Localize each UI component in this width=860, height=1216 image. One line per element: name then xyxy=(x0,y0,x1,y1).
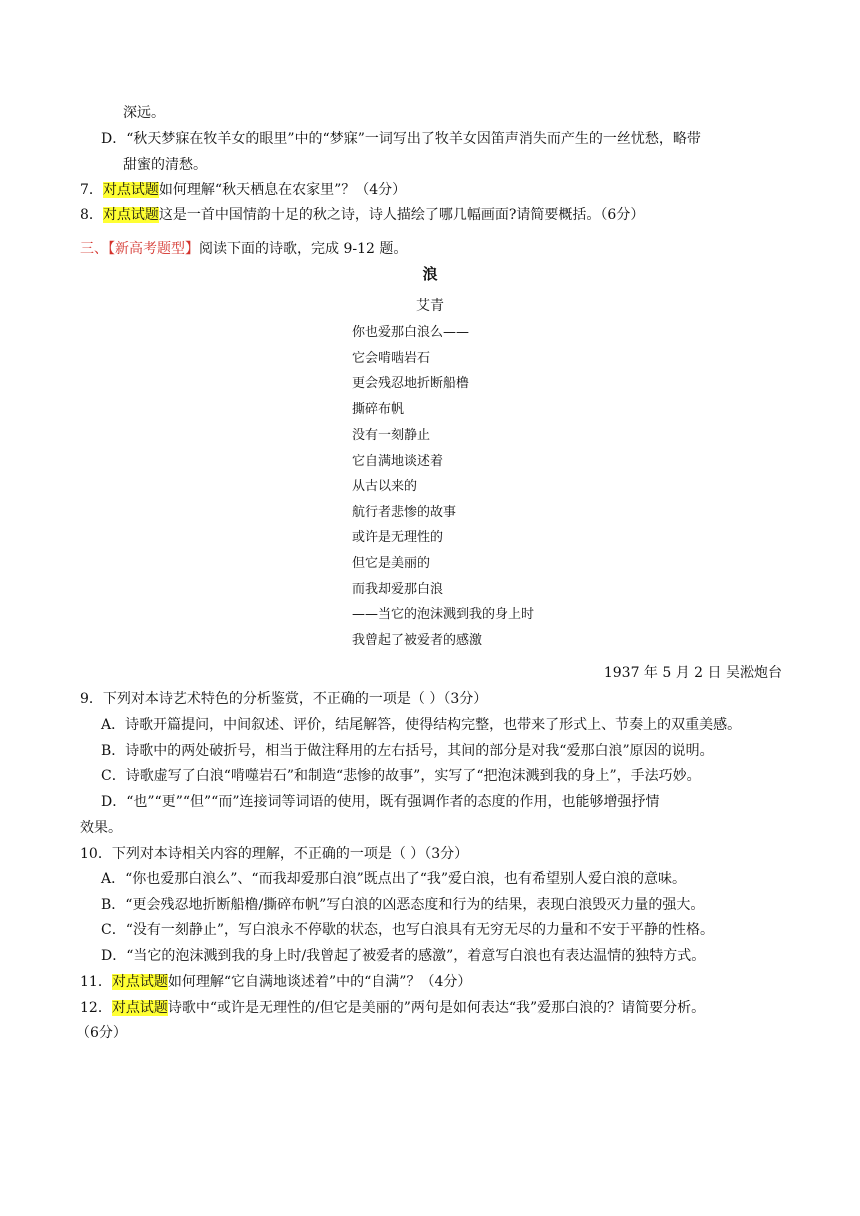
poem-line: 更会残忍地折断船橹 xyxy=(352,376,470,391)
question-text: 如何理解“秋天栖息在农家里”？（4分） xyxy=(158,182,407,198)
q10-option-a: A．“你也爱那白浪么”、“而我却爱那白浪”既点出了“我”爱白浪，也有希望别人爱白浪的意味。 xyxy=(101,871,687,887)
targeted-exercise-tag: 对点试题 xyxy=(111,1000,168,1016)
poem-line: 我曾起了被爱者的感激 xyxy=(352,633,483,648)
option-label: D． xyxy=(101,131,127,147)
prev-option-end: 深远。 xyxy=(123,105,165,121)
poem-line: 或许是无理性的 xyxy=(352,530,444,545)
q9-option-c: C．诗歌虚写了白浪“啃噬岩石”和制造“悲惨的故事”，实写了“把泡沫溅到我的身上”，手法巧妙。 xyxy=(101,768,701,784)
poem-line: 但它是美丽的 xyxy=(352,556,431,571)
question-12-points: （6分） xyxy=(76,1025,127,1041)
q6-option-d xyxy=(101,129,701,149)
q10-option-d: D．“当它的泡沫溅到我的身上时/我曾起了被爱者的感激”，着意写白浪也有表达温情的独特方式。 xyxy=(101,948,706,964)
question-number: 11． xyxy=(80,974,112,990)
question-number: 8． xyxy=(80,207,103,223)
poem-line: 而我却爱那白浪 xyxy=(352,582,444,597)
section-instruction: 阅读下面的诗歌，完成 9-12 题。 xyxy=(199,241,408,257)
q9-option-d-cont: 效果。 xyxy=(80,820,122,836)
targeted-exercise-tag: 对点试题 xyxy=(102,182,159,198)
question-11 xyxy=(80,972,471,992)
option-text: “秋天梦寐在牧羊女的眼里”中的“梦寐”一词写出了牧羊女因笛声消失而产生的一丝忧愁，略带 xyxy=(126,131,701,147)
q10-option-c: C．“没有一刻静止”，写白浪永不停歇的状态，也写白浪具有无穷无尽的力量和不安于平静的性格。 xyxy=(101,922,715,938)
question-text: 诗歌中“或许是无理性的/但它是美丽的”两句是如何表达“我”爱那白浪的？请简要分析。 xyxy=(167,1000,706,1016)
targeted-exercise-tag: 对点试题 xyxy=(111,974,168,990)
poem-title: 浪 xyxy=(422,265,438,283)
targeted-exercise-tag: 对点试题 xyxy=(102,207,159,223)
poem-line: 撕碎布帆 xyxy=(352,402,405,417)
poem-line: 你也爱那白浪么—— xyxy=(352,325,470,340)
question-7 xyxy=(80,180,406,200)
q9-option-b: B．诗歌中的两处破折号，相当于做注释用的左右括号，其间的部分是对我“爱那白浪”原因的说明。 xyxy=(101,743,714,759)
question-10-stem: 10．下列对本诗相关内容的理解，不正确的一项是（ ）（3分） xyxy=(80,846,469,862)
poem-line: 它会啃啮岩石 xyxy=(352,351,431,366)
q6-option-d-cont: 甜蜜的清愁。 xyxy=(123,157,207,173)
question-text: 如何理解“它自满地谈述着”中的“自满”？（4分） xyxy=(167,974,472,990)
question-9-stem: 9．下列对本诗艺术特色的分析鉴赏，不正确的一项是（ ）（3分） xyxy=(80,691,488,707)
question-8 xyxy=(80,205,644,225)
question-text: 这是一首中国情韵十足的秋之诗，诗人描绘了哪几幅画面?请简要概括。（6分） xyxy=(158,207,645,223)
q9-option-a: A．诗歌开篇提问，中间叙述、评价，结尾解答，使得结构完整，也带来了形式上、节奏上的双重美感。 xyxy=(101,717,742,733)
question-12 xyxy=(80,998,705,1018)
poem-line: 它自满地谈述着 xyxy=(352,454,444,469)
poem-line: ——当它的泡沫溅到我的身上时 xyxy=(352,607,535,622)
section-prefix: 三、【新高考题型】 xyxy=(80,241,199,257)
poem-line: 航行者悲惨的故事 xyxy=(352,505,457,520)
poem-date-place: 1937 年 5 月 2 日 吴淞炮台 xyxy=(603,665,782,681)
section-three-heading xyxy=(80,239,407,259)
poem-line: 没有一刻静止 xyxy=(352,428,431,443)
question-number: 7． xyxy=(80,182,103,198)
poem-line: 从古以来的 xyxy=(352,479,418,494)
q10-option-b: B．“更会残忍地折断船橹/撕碎布帆”写白浪的凶恶态度和行为的结果，表现白浪毁灭力量的强大。 xyxy=(101,897,705,913)
q9-option-d: D．“也”“更”“但”“而”连接词等词语的使用，既有强调作者的态度的作用，也能够增强抒情 xyxy=(101,794,660,810)
question-number: 12． xyxy=(80,1000,112,1016)
poem-author: 艾青 xyxy=(416,298,444,314)
